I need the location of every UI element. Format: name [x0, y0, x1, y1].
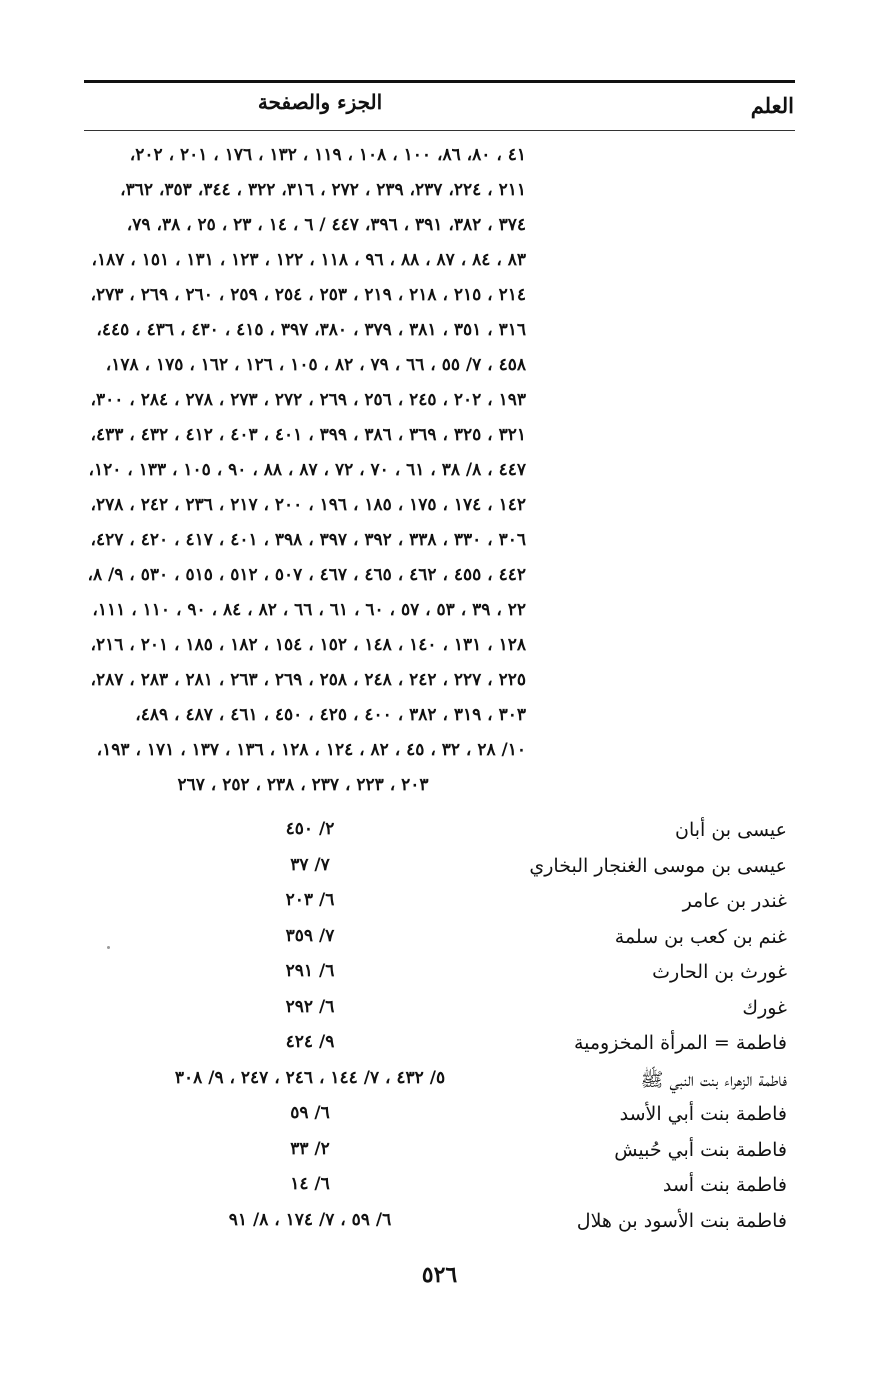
entry-pages: ٦/ ٢٩١ — [285, 961, 335, 981]
index-entry — [0, 993, 879, 1029]
reference-line: ٢١٤ ، ٢١٥ ، ٢١٨ ، ٢١٩ ، ٢٥٣ ، ٢٥٤ ، ٢٥٩ ، ٢٦٠ ، ٢٦٩ ، ٢٧٣، — [90, 285, 526, 305]
reference-line: ٨٣ ، ٨٤ ، ٨٧ ، ٨٨ ، ٩٦ ، ١١٨ ، ١٢٢ ، ١٢٣ ، ١٣١ ، ١٥١ ، ١٨٧، — [91, 250, 526, 270]
continued-references — [80, 140, 526, 805]
reference-line: ١٤٢ ، ١٧٤ ، ١٧٥ ، ١٨٥ ، ١٩٦ ، ٢٠٠ ، ٢١٧ ، ٢٣٦ ، ٢٤٢ ، ٢٧٨، — [90, 495, 526, 515]
entry-pages: ٢/ ٤٥٠ — [285, 819, 335, 839]
reference-line: ١٠/ ٢٨ ، ٣٢ ، ٤٥ ، ٨٢ ، ١٢٤ ، ١٢٨ ، ١٣٦ ، ١٣٧ ، ١٧١ ، ١٩٣، — [96, 740, 526, 760]
page-number: ٥٢٦ — [421, 1262, 458, 1288]
reference-line: ٤٤٧ ، ٨/ ٣٨ ، ٦١ ، ٧٠ ، ٧٢ ، ٨٧ ، ٨٨ ، ٩٠ ، ١٠٥ ، ١٣٣ ، ١٢٠، — [88, 460, 526, 480]
entry-pages: ٦/ ٢٠٣ — [285, 890, 335, 910]
reference-line: ٣٧٤ ، ٣٨٢، ٣٩١ ، ٣٩٦، ٤٤٧ / ٦ ، ١٤ ، ٢٣ ، ٢٥ ، ٣٨، ٧٩، — [126, 215, 526, 235]
entry-pages: ٦/ ٥٩ ، ٧/ ١٧٤ ، ٨/ ٩١ — [228, 1209, 392, 1230]
entry-name: غورك — [742, 996, 787, 1019]
index-entry — [0, 886, 879, 922]
index-entry — [0, 815, 879, 851]
index-entries — [0, 815, 879, 1241]
entry-name: فاطمة = المرأة المخزومية — [573, 1032, 787, 1054]
reference-line: ٣٠٣ ، ٣١٩ ، ٣٨٢ ، ٤٠٠ ، ٤٢٥ ، ٤٥٠ ، ٤٦١ ، ٤٨٧ ، ٤٨٩، — [135, 705, 526, 725]
reference-line: ٣٢١ ، ٣٢٥ ، ٣٦٩ ، ٣٨٦ ، ٣٩٩ ، ٤٠١ ، ٤٠٣ ، ٤١٢ ، ٤٣٢ ، ٤٣٣، — [90, 425, 526, 445]
entry-name: فاطمة بنت أسد — [662, 1174, 787, 1196]
entry-pages: ٧/ ٣٥٩ — [285, 925, 335, 946]
index-entry — [0, 851, 879, 887]
reference-line: ٤٥٨ ، ٧/ ٥٥ ، ٦٦ ، ٧٩ ، ٨٢ ، ١٠٥ ، ١٢٦ ، ١٦٢ ، ١٧٥ ، ١٧٨، — [105, 355, 526, 375]
reference-line: ٤١ ، ٨٠، ٨٦، ١٠٠ ، ١٠٨ ، ١١٩ ، ١٣٢ ، ١٧٦ ، ٢٠١ ، ٢٠٢، — [129, 145, 526, 165]
entry-pages: ٥/ ٤٣٢ ، ٧/ ١٤٤ ، ٢٤٦ ، ٢٤٧ ، ٩/ ٣٠٨ — [174, 1067, 446, 1088]
header-rule — [84, 130, 795, 131]
index-entry — [0, 1064, 879, 1100]
reference-line: ٢٢٥ ، ٢٢٧ ، ٢٤٢ ، ٢٤٨ ، ٢٥٨ ، ٢٦٩ ، ٢٦٣ ، ٢٨١ ، ٢٨٣ ، ٢٨٧، — [90, 670, 526, 690]
reference-line: ٣١٦ ، ٣٥١ ، ٣٨١ ، ٣٧٩ ، ٣٨٠، ٣٩٧ ، ٤١٥ ، ٤٣٠ ، ٤٣٦ ، ٤٤٥، — [96, 320, 526, 340]
reference-line: ٢٢ ، ٣٩ ، ٥٣ ، ٥٧ ، ٦٠ ، ٦١ ، ٦٦ ، ٨٢ ، ٨٤ ، ٩٠ ، ١١٠ ، ١١١، — [92, 600, 526, 620]
index-entry — [0, 1028, 879, 1064]
index-entry — [0, 957, 879, 993]
index-entry — [0, 922, 879, 958]
entry-name: عيسى بن موسى الغنجار البخاري — [529, 854, 787, 877]
index-entry — [0, 1099, 879, 1135]
header-pages-column: الجزء والصفحة — [257, 90, 383, 114]
reference-line: ٢١١ ، ٢٢٤، ٢٣٧، ٢٣٩ ، ٢٧٢ ، ٣١٦، ٣٢٢ ، ٣٤٤، ٣٥٣، ٣٦٢، — [120, 180, 526, 200]
index-entry — [0, 1206, 879, 1242]
entry-pages: ٦/ ١٤ — [290, 1174, 330, 1194]
entry-name: غورث بن الحارث — [652, 961, 787, 983]
entry-pages: ٦/ ٢٩٢ — [285, 996, 335, 1017]
header-name-column: العلم — [750, 93, 794, 118]
entry-name: فاطمة بنت أبي حُبيش — [614, 1138, 787, 1161]
reference-line: ٣٠٦ ، ٣٣٠ ، ٣٣٨ ، ٣٩٢ ، ٣٩٧ ، ٣٩٨ ، ٤٠١ ، ٤١٧ ، ٤٢٠ ، ٤٢٧، — [90, 530, 526, 550]
reference-line: ١٢٨ ، ١٣١ ، ١٤٠ ، ١٤٨ ، ١٥٢ ، ١٥٤ ، ١٨٢ ، ١٨٥ ، ٢٠١ ، ٢١٦، — [90, 635, 526, 655]
entry-pages: ٢/ ٣٣ — [290, 1138, 330, 1159]
entry-pages: ٧/ ٣٧ — [290, 854, 330, 875]
entry-name: عيسى بن أبان — [675, 819, 787, 841]
index-entry — [0, 1170, 879, 1206]
top-rule — [84, 80, 795, 83]
entry-pages: ٦/ ٥٩ — [290, 1103, 330, 1123]
entry-pages: ٩/ ٤٢٤ — [285, 1032, 335, 1052]
entry-name: غنم بن كعب بن سلمة — [614, 925, 787, 948]
entry-name: فاطمة الزهراء بنت النبي ﷺ — [640, 1068, 787, 1091]
reference-line: ٢٠٣ ، ٢٢٣ ، ٢٣٧ ، ٢٣٨ ، ٢٥٢ ، ٢٦٧ — [177, 775, 429, 795]
scan-speck — [107, 946, 110, 949]
reference-line: ١٩٣ ، ٢٠٢ ، ٢٤٥ ، ٢٥٦ ، ٢٦٩ ، ٢٧٢ ، ٢٧٣ ، ٢٧٨ ، ٢٨٤ ، ٣٠٠، — [90, 390, 526, 410]
reference-line: ٤٤٢ ، ٤٥٥ ، ٤٦٢ ، ٤٦٥ ، ٤٦٧ ، ٥٠٧ ، ٥١٢ ، ٥١٥ ، ٥٣٠ ، ٩/ ٨، — [87, 565, 526, 585]
entry-name: فاطمة بنت الأسود بن هلال — [576, 1209, 787, 1232]
entry-name: غندر بن عامر — [682, 890, 787, 912]
index-entry — [0, 1135, 879, 1171]
entry-name: فاطمة بنت أبي الأسد — [619, 1103, 787, 1125]
